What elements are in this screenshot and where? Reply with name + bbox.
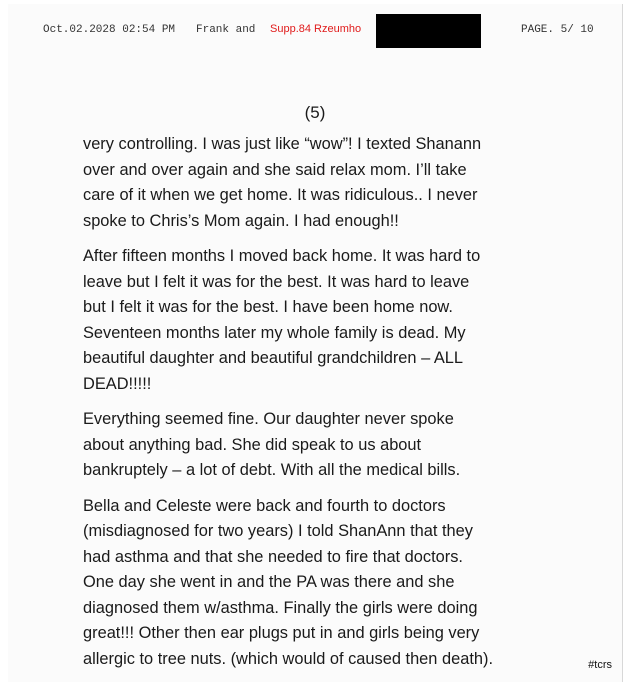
text-line: allergic to tree nuts. (which would of caused then death).: [83, 649, 493, 668]
text-line: spoke to Chris’s Mom again. I had enough!!: [83, 211, 399, 230]
letter-body: [83, 132, 553, 682]
redaction-box: [376, 14, 481, 48]
text-line: Bella and Celeste were back and fourth to doctors: [83, 496, 446, 515]
fax-page-label: PAGE.: [521, 24, 555, 36]
text-line: (misdiagnosed for two years) I told ShanAnn that they: [83, 522, 473, 540]
paragraph: [83, 132, 553, 234]
text-line: Seventeen months later my whole family is dead. My: [83, 323, 466, 342]
text-line: diagnosed them w/asthma. Finally the girls were doing: [83, 598, 478, 617]
text-line: over and over again and she said relax mom. I’ll take: [83, 160, 467, 179]
text-line: great!!! Other then ear plugs put in and girls being very: [83, 624, 480, 642]
fax-datetime: Oct.02.2028 02:54 PM: [43, 24, 176, 36]
text-line: about anything bad. She did speak to us about: [83, 435, 422, 454]
text-line: care of it when we get home. It was ridiculous.. I never: [83, 186, 478, 204]
text-line: but I felt it was for the best. I have been home now.: [83, 298, 453, 316]
text-line: leave but I felt it was for the best. It was hard to leave: [83, 272, 470, 291]
fax-sender: Frank and: [196, 24, 256, 36]
text-line: bankruptely – a lot of debt. With all the medical bills.: [83, 461, 461, 479]
text-line: beautiful daughter and beautiful grandchildren – ALL: [83, 349, 464, 367]
text-line: very controlling. I was just like “wow”! I texted Shanann: [83, 135, 482, 153]
text-line: One day she went in and the PA was there and she: [83, 573, 455, 591]
watermark: #tcrs: [588, 659, 612, 671]
fax-header: [43, 22, 613, 42]
paragraph: [83, 244, 553, 397]
page-number: (5): [304, 103, 326, 122]
text-line: Everything seemed fine. Our daughter never spoke: [83, 410, 454, 428]
text-line: had asthma and that she needed to fire that doctors.: [83, 547, 463, 566]
text-line: After fifteen months I moved back home. It was hard to: [83, 247, 481, 265]
text-line: DEAD!!!!!: [83, 374, 152, 393]
fax-page-value: 5/ 10: [560, 24, 594, 36]
document-page: [8, 4, 623, 682]
paragraph: [83, 407, 553, 484]
paragraph: [83, 494, 553, 673]
fax-page-indicator: [521, 24, 594, 36]
red-stamp: Supp.84 Rzeumho: [270, 23, 362, 35]
